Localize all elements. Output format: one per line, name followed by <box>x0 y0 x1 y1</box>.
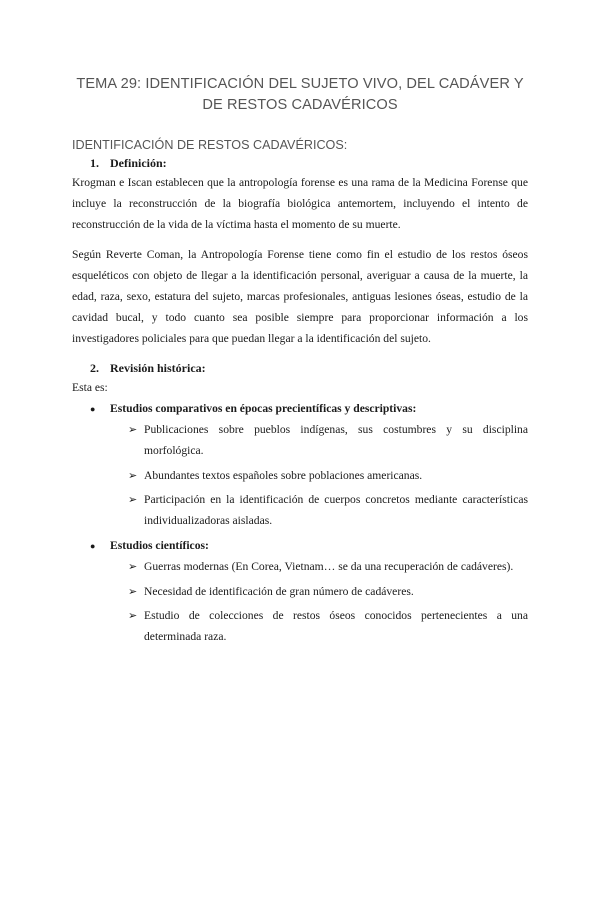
list-item-text: Necesidad de identificación de gran número de cadáveres. <box>144 584 414 598</box>
bullet-icon: ● <box>90 540 96 551</box>
arrow-bullet-icon: ➢ <box>128 585 138 598</box>
arrow-bullet-icon: ➢ <box>128 560 138 573</box>
section-2-intro: Esta es: <box>72 381 108 395</box>
section-2-title: Revisión histórica: <box>110 361 206 376</box>
section-2-number: 2. <box>90 361 99 376</box>
arrow-bullet-icon: ➢ <box>128 423 138 436</box>
list-item-text: Abundantes textos españoles sobre poblaciones americanas. <box>144 468 423 482</box>
section-2-heading <box>90 359 528 378</box>
bullet-item <box>90 399 528 420</box>
list-item <box>128 490 528 532</box>
section-subtitle: IDENTIFICACIÓN DE RESTOS CADAVÉRICOS: <box>72 138 348 152</box>
section-1-number: 1. <box>90 156 99 170</box>
arrow-bullet-icon: ➢ <box>128 610 138 623</box>
paragraph-krogman: Krogman e Iscan establecen que la antropología forense es una rama de la Medicina Forense que incluye la reconstrucción de la biografía biológica antemortem, incluyendo el intento de reconstrucción de la vida de la víctima hasta el momento de su muerte. <box>72 176 528 231</box>
paragraph-reverte: Según Reverte Coman, la Antropología Forense tiene como fin el estudio de los restos óseos esqueléticos con objeto de llegar a la identificación personal, averiguar a causa de la muerte, la edad, raza, sexo, estatura del sujeto, marcas profesionales, antiguas lesiones óseas, estudio de la cavidad bucal, y todo cuanto sea posible siempre para proporcionar información a los investigadores policiales para que puedan llegar a la identificación del sujeto. <box>72 248 528 345</box>
section-1-title: Definición: <box>110 156 167 170</box>
bullet-heading: Estudios comparativos en épocas precientíficas y descriptivas: <box>110 402 417 416</box>
list-item <box>128 466 528 487</box>
page-title: TEMA 29: IDENTIFICACIÓN DEL SUJETO VIVO, DEL CADÁVER Y DE RESTOS CADAVÉRICOS <box>76 76 524 113</box>
section-1-heading <box>90 154 528 173</box>
bullet-heading: Estudios científicos: <box>110 538 209 552</box>
arrow-bullet-icon: ➢ <box>128 494 138 507</box>
list-item-text: Guerras modernas (En Corea, Vietnam… se da una recuperación de cadáveres). <box>144 559 514 573</box>
list-item-text: Publicaciones sobre pueblos indígenas, sus costumbres y su disciplina morfológica. <box>144 422 528 457</box>
bullet-item <box>90 536 528 557</box>
list-item <box>128 420 528 462</box>
list-item-text: Participación en la identificación de cuerpos concretos mediante características individualizadoras aisladas. <box>144 493 528 528</box>
bullet-icon: ● <box>90 404 96 415</box>
list-item-text: Estudio de colecciones de restos óseos conocidos pertenecientes a una determinada raza. <box>144 609 528 644</box>
document-page <box>0 74 600 922</box>
list-item <box>128 582 528 603</box>
arrow-bullet-icon: ➢ <box>128 469 138 482</box>
list-item <box>128 557 528 578</box>
list-item <box>128 606 528 648</box>
